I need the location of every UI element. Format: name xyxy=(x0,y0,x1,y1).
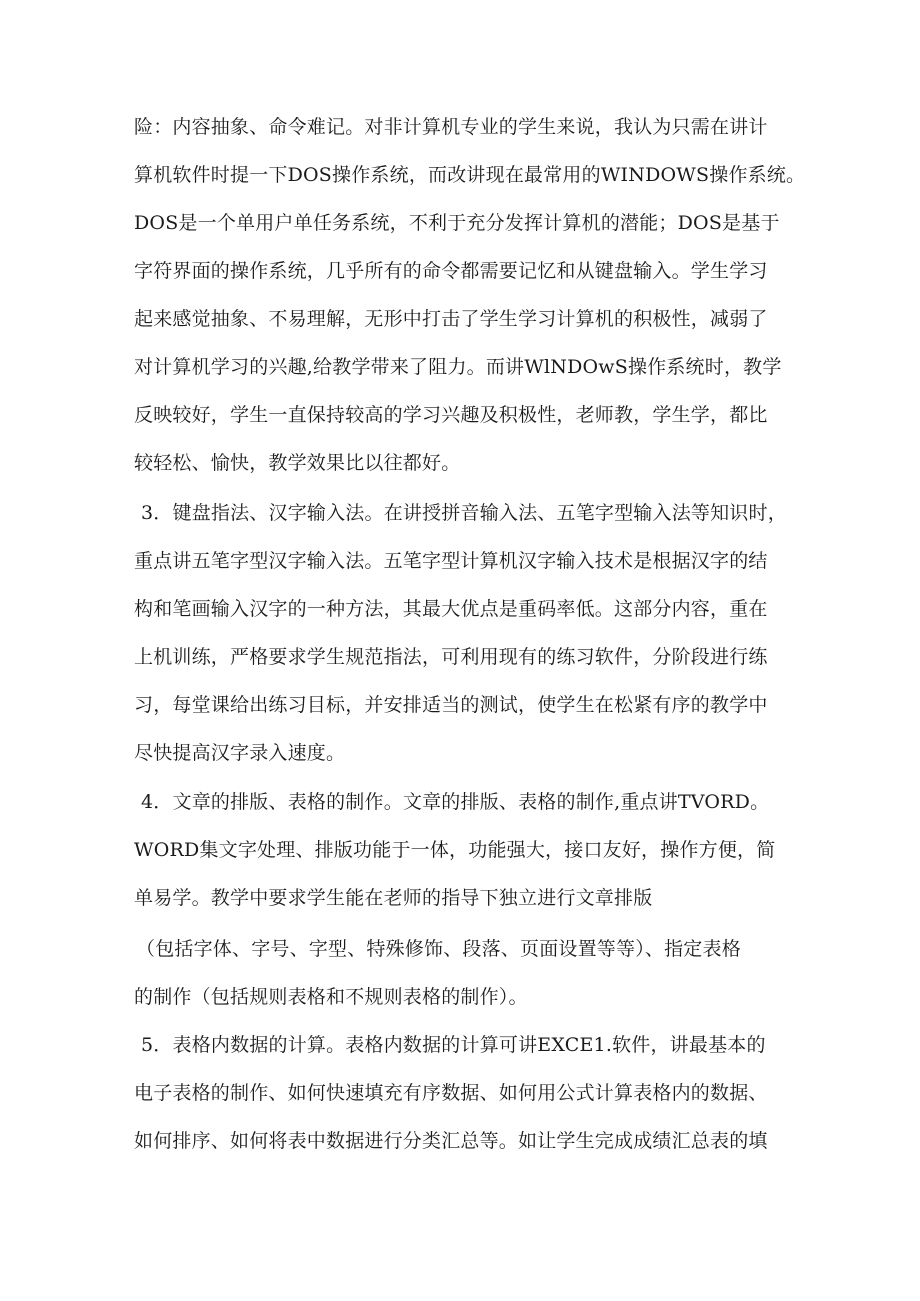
list-item-heading: 3．键盘指法、汉字输入法。在讲授拼音输入法、五笔字型输入法等知识时， xyxy=(141,502,787,524)
text-line: WORD集文字处理、排版功能于一体，功能强大，接口友好，操作方便，简 xyxy=(134,839,776,861)
text-line: 起来感觉抽象、不易理解，无形中打击了学生学习计算机的积极性，减弱了 xyxy=(134,308,768,330)
text-line: 电子表格的制作、如何快速填充有序数据、如何用公式计算表格内的数据、 xyxy=(134,1082,768,1104)
text-line: 单易学。教学中要求学生能在老师的指导下独立进行文章排版 xyxy=(134,887,653,909)
text-line: 对计算机学习的兴趣,给教学带来了阻力。而讲WlNDOwS操作系统时，教学 xyxy=(134,356,782,378)
text-line: 反映较好，学生一直保持较高的学习兴趣及积极性，老师教，学生学，都比 xyxy=(134,404,768,426)
text-line: DOS是一个单用户单任务系统，不利于充分发挥计算机的潜能；DOS是基于 xyxy=(134,212,780,234)
text-line: 构和笔画输入汉字的一种方法，其最大优点是重码率低。这部分内容，重在 xyxy=(134,598,768,620)
text-line: 习，每堂课给出练习目标，并安排适当的测试，使学生在松紧有序的教学中 xyxy=(134,694,768,716)
text-line: 重点讲五笔字型汉字输入法。五笔字型计算机汉字输入技术是根据汉字的结 xyxy=(134,550,768,572)
text-line: 尽快提高汉字录入速度。 xyxy=(134,742,346,764)
text-line: 的制作（包括规则表格和不规则表格的制作）。 xyxy=(134,986,528,1008)
text-line: 算机软件时提一下DOS操作系统，而改讲现在最常用的WINDOWS操作系统。 xyxy=(134,164,806,186)
text-line: 如何排序、如何将表中数据进行分类汇总等。如让学生完成成绩汇总表的填 xyxy=(134,1130,768,1152)
text-line: 上机训练，严格要求学生规范指法，可利用现有的练习软件，分阶段进行练 xyxy=(134,646,768,668)
text-line: 险：内容抽象、命令难记。对非计算机专业的学生来说，我认为只需在讲计 xyxy=(134,116,768,138)
text-line: 字符界面的操作系统，几乎所有的命令都需要记忆和从键盘输入。学生学习 xyxy=(134,260,768,282)
text-line: 较轻松、愉快，教学效果比以往都好。 xyxy=(134,452,461,474)
list-item-heading: 5．表格内数据的计算。表格内数据的计算可讲EXCE1.软件，讲最基本的 xyxy=(141,1034,766,1056)
text-line: （包括字体、字号、字型、特殊修饰、段落、页面设置等等）、指定表格 xyxy=(136,938,741,960)
list-item-heading: 4．文章的排版、表格的制作。文章的排版、表格的制作,重点讲TVORD。 xyxy=(141,791,770,813)
